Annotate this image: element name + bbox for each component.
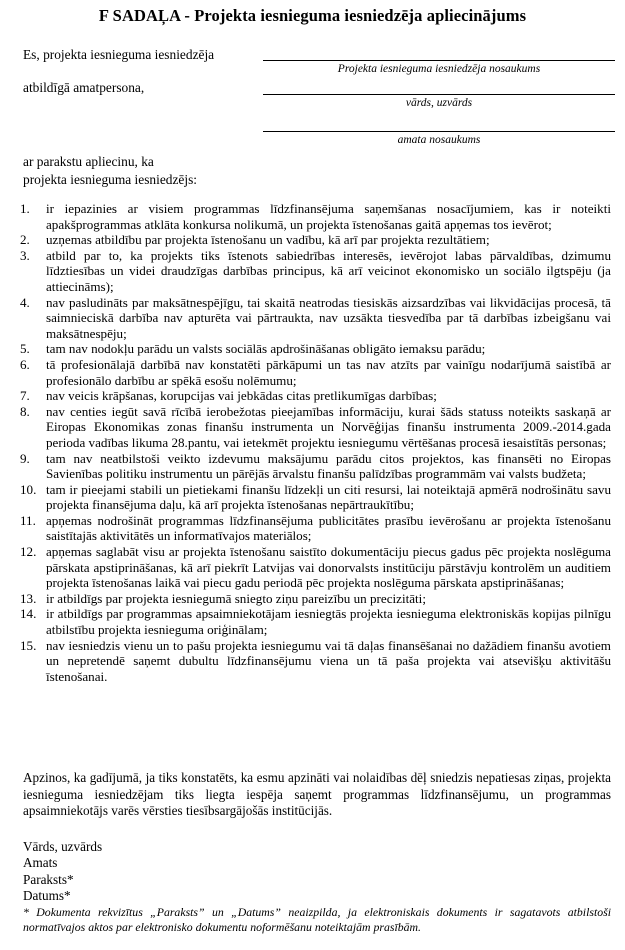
page-title: F SADAĻA - Projekta iesnieguma iesniedzēja apliecinājums bbox=[98, 6, 527, 25]
list-item bbox=[20, 638, 611, 685]
item-number: 4. bbox=[20, 294, 30, 310]
item-number: 15. bbox=[20, 637, 37, 653]
list-item bbox=[20, 513, 611, 544]
item-number: 13. bbox=[20, 590, 37, 606]
list-item bbox=[20, 232, 611, 248]
position-field-label: Amats bbox=[23, 855, 58, 871]
item-text: ir iepazinies ar visiem programmas līdzfinansējuma saņemšanas nosacījumiem, kas ir noteikti apakšprogrammas atklāta konkursa nolikumā, un projekta īstenošanas gaitā apņemas tos ievērot; bbox=[46, 201, 611, 232]
confirm-text-1: ar parakstu apliecinu, ka bbox=[23, 154, 154, 169]
list-item bbox=[20, 341, 611, 357]
signature-block bbox=[23, 839, 102, 905]
item-number: 6. bbox=[20, 356, 30, 372]
item-number: 7. bbox=[20, 388, 30, 404]
statement-list bbox=[20, 201, 611, 684]
item-text: ir atbildīgs par projekta iesniegumā sniegto ziņu pareizību un precizitāti; bbox=[46, 590, 426, 606]
acknowledgement-paragraph: Apzinos, ka gadījumā, ja tiks konstatēts, ka esmu apzināti vai nolaidības dēļ sniedzis nepatiesas ziņas, projekta iesnieguma iesniedzējam tiks liegta iespēja saņemt programmas līdzfinansējumu, un programmas apsaimniekotājs varēs vērsties tiesībsargājošās institūcijās. bbox=[23, 770, 611, 818]
list-item bbox=[20, 606, 611, 637]
footnote: * Dokumenta rekvizītus „Paraksts” un „Datums” neaizpilda, ja elektroniskais dokuments ir sagatavots atbilstoši normatīvajos aktos par elektronisko dokumentu noformēšanu noteiktajām prasībām. bbox=[23, 905, 611, 934]
applicant-name-field[interactable] bbox=[263, 60, 615, 61]
official-name-caption: vārds, uzvārds bbox=[405, 97, 473, 109]
list-item bbox=[20, 201, 611, 232]
item-text: tam nav neatbilstoši veikto izdevumu maksājumu parādu citos projektos, kas finansēti no Eiropas Savienības politiku instrumentu un pārējās ārvalstu finanšu palīdzības programmām vai valsts budžeta; bbox=[46, 450, 611, 482]
item-text: nav pasludināts par maksātnespējīgu, tai skaitā neatrodas tiesiskās aizsardzības vai likvidācijas procesā, tā saimnieciskā darbība nav apturēta vai pārtraukta, nav uzsākta tiesvedība par tā darbības izbeigšanu vai maksātnespēju; bbox=[46, 294, 611, 341]
item-number: 14. bbox=[20, 606, 37, 622]
item-number: 5. bbox=[20, 341, 30, 357]
item-number: 12. bbox=[20, 544, 37, 560]
item-text: nav centies iegūt savā rīcībā ierobežotas pieejamības informāciju, kurai šāds statuss noteikts saskaņā ar Eiropas Ekonomikas zonas finanšu instrumenta un Norvēģijas finanšu instrumenta 2009.-2014.gada perioda vadības likuma 28.pantu, vai ietekmēt projektu iesniegumu vērtēšanas procesā iesaistītās personas; bbox=[46, 403, 611, 450]
item-number: 3. bbox=[20, 247, 30, 263]
item-text: nav veicis krāpšanas, korupcijas vai jebkādas citas pretlikumīgas darbības; bbox=[46, 388, 437, 404]
item-number: 11. bbox=[20, 512, 36, 528]
position-title-field[interactable] bbox=[263, 131, 615, 132]
item-text: tā profesionālajā darbībā nav konstatēti pārkāpumi un tas nav atzīts par vainīgu nodarījumā saistībā ar profesionālo darbību ar spēkā esošu nolēmumu; bbox=[46, 356, 611, 388]
item-text: apņemas saglabāt visu ar projekta īstenošanu saistīto dokumentāciju piecus gadus pēc projekta noslēguma pārskata apstiprināšanas, kā arī piekrīt Latvijas vai donorvalsts institūciju pārstāvju kontrolēm un auditiem projekta īstenošanas laikā vai piecu gadu periodā pēc projekta noslēguma pārskata apstiprināšanas; bbox=[46, 544, 611, 591]
name-field-label: Vārds, uzvārds bbox=[23, 839, 103, 854]
list-item bbox=[20, 357, 611, 388]
list-item bbox=[20, 591, 611, 607]
item-text: uzņemas atbildību par projekta īstenošanu un vadību, kā arī par projekta rezultātiem; bbox=[46, 232, 490, 248]
list-item bbox=[20, 388, 611, 404]
applicant-intro-label: Es, projekta iesnieguma iesniedzēja bbox=[23, 47, 215, 62]
list-item bbox=[20, 482, 611, 513]
item-number: 10. bbox=[20, 481, 37, 497]
item-text: tam nav nodokļu parādu un valsts sociālās apdrošināšanas obligāto iemaksu parādu; bbox=[46, 341, 486, 357]
item-text: atbild par to, ka projekts tiks īstenots sabiedrības interesēs, ievērojot labas pārvaldības, dzimumu līdztiesības un videi draudzīgas darbības principus, kā arī veicinot ekonomisko un sociālo ilgtspēju (ja attiecināms); bbox=[46, 247, 611, 294]
date-field-label: Datums* bbox=[23, 888, 71, 904]
official-name-field[interactable] bbox=[263, 94, 615, 95]
signature-field-label: Paraksts* bbox=[23, 871, 74, 887]
list-item bbox=[20, 451, 611, 482]
list-item bbox=[20, 404, 611, 451]
item-text: apņemas nodrošināt programmas līdzfinansējuma publicitātes prasību ievērošanu ar projekta īstenošanu saistītajās aktivitātēs un informatīvajos materiālos; bbox=[46, 512, 611, 544]
confirm-text-2: projekta iesnieguma iesniedzējs: bbox=[23, 172, 198, 187]
applicant-name-caption: Projekta iesnieguma iesniedzēja nosaukums bbox=[337, 63, 541, 75]
item-text: ir atbildīgs par programmas apsaimniekotājam iesniegtās projekta iesnieguma elektroniskās kopijas pilnīgu atbilstību projekta iesnieguma oriģinālam; bbox=[46, 606, 611, 638]
item-number: 9. bbox=[20, 450, 30, 466]
item-text: tam ir pieejami stabili un pietiekami finanšu līdzekļi un citi resursi, lai noteiktajā apmērā nodrošinātu savu projekta finansējuma daļu, kā arī projekta īstenošanas nepārtraukītību; bbox=[46, 481, 611, 513]
item-number: 1. bbox=[20, 201, 30, 216]
item-text: nav iesniedzis vienu un to pašu projekta iesniegumu vai tā daļas finansēšanai no dažādiem finanšu avotiem un nepretendē saņemt dubultu līdzfinansējumu viena un tā paša projekta vai atsevišķu aktivitāšu īstenošanai. bbox=[46, 637, 611, 684]
item-number: 2. bbox=[20, 232, 30, 248]
official-label: atbildīgā amatpersona, bbox=[23, 80, 145, 95]
item-number: 8. bbox=[20, 403, 30, 419]
list-item bbox=[20, 295, 611, 342]
position-title-caption: amata nosaukums bbox=[397, 134, 481, 146]
list-item bbox=[20, 248, 611, 295]
list-item bbox=[20, 544, 611, 591]
